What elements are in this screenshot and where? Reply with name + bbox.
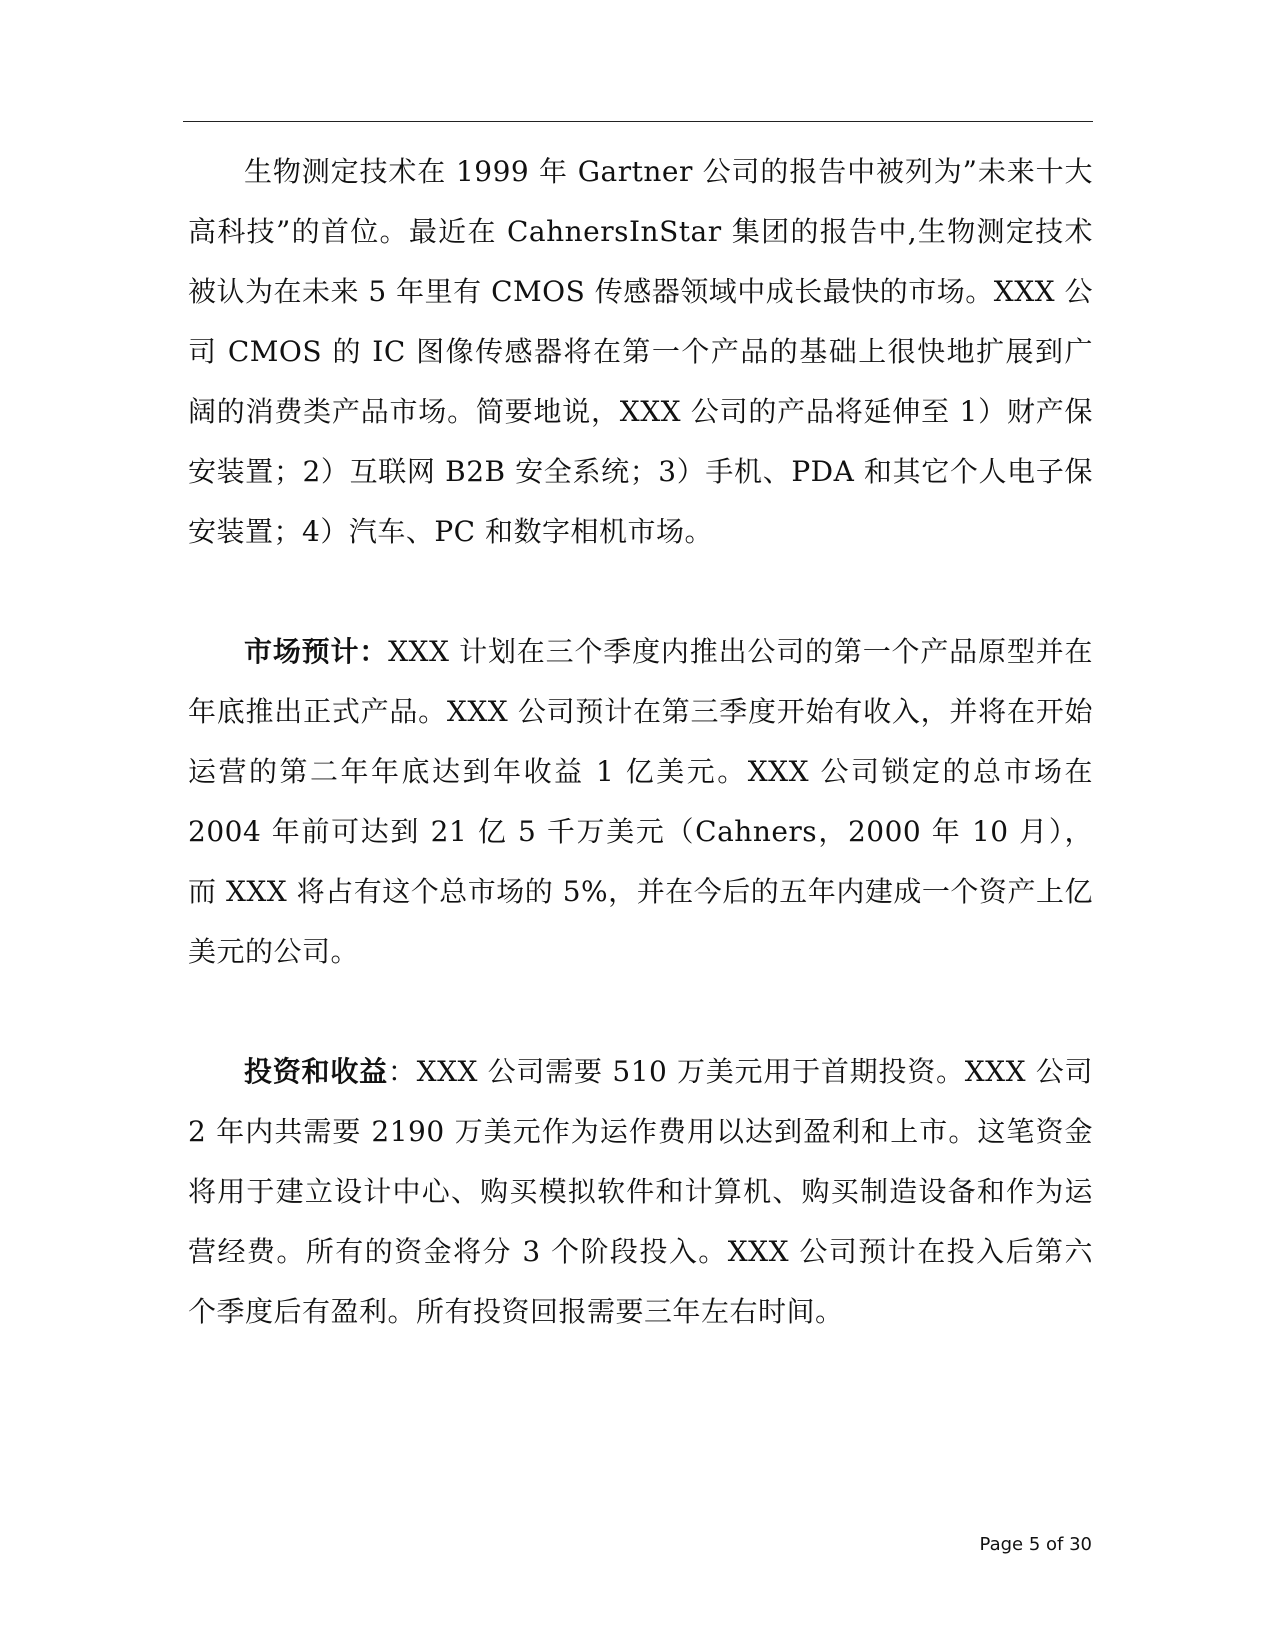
paragraph-market-forecast [188,622,1093,982]
paragraph-biometrics [188,142,1093,562]
paragraph-lead: 投资和收益 [244,1055,388,1088]
page-number: Page 5 of 30 [979,1534,1092,1555]
paragraph-investment-returns [188,1042,1093,1342]
header-rule [183,121,1093,122]
paragraph-text: ：XXX 公司需要 510 万美元用于首期投资。XXX 公司 2 年内共需要 2190 万美元作为运作费用以达到盈利和上市。这笔资金将用于建立设计中心、购买模拟软件和计算机、购买制造设备和作为运营经费。所有的资金将分 3 个阶段投入。XXX 公司预计在投入后第六个季度后有盈利。所有投资回报需要三年左右时间。 [188,1055,1093,1328]
paragraph-lead: 市场预计： [244,635,389,668]
paragraph-text: XXX 计划在三个季度内推出公司的第一个产品原型并在年底推出正式产品。XXX 公司预计在第三季度开始有收入，并将在开始运营的第二年年底达到年收益 1 亿美元。XXX 公司锁定的总市场在 2004 年前可达到 21 亿 5 千万美元（Cahners，2000 年 10 月），而 XXX 将占有这个总市场的 5%，并在今后的五年内建成一个资产上亿美元的公司。 [188,635,1093,968]
document-body [188,142,1093,1342]
paragraph-text: 生物测定技术在 1999 年 Gartner 公司的报告中被列为”未来十大高科技”的首位。最近在 CahnersInStar 集团的报告中,生物测定技术被认为在未来 5 年里有 CMOS 传感器领域中成长最快的市场。XXX 公司 CMOS 的 IC 图像传感器将在第一个产品的基础上很快地扩展到广阔的消费类产品市场。简要地说，XXX 公司的产品将延伸至 1）财产保安装置；2）互联网 B2B 安全系统；3）手机、PDA 和其它个人电子保安装置；4）汽车、PC 和数字相机市场。 [188,155,1093,548]
